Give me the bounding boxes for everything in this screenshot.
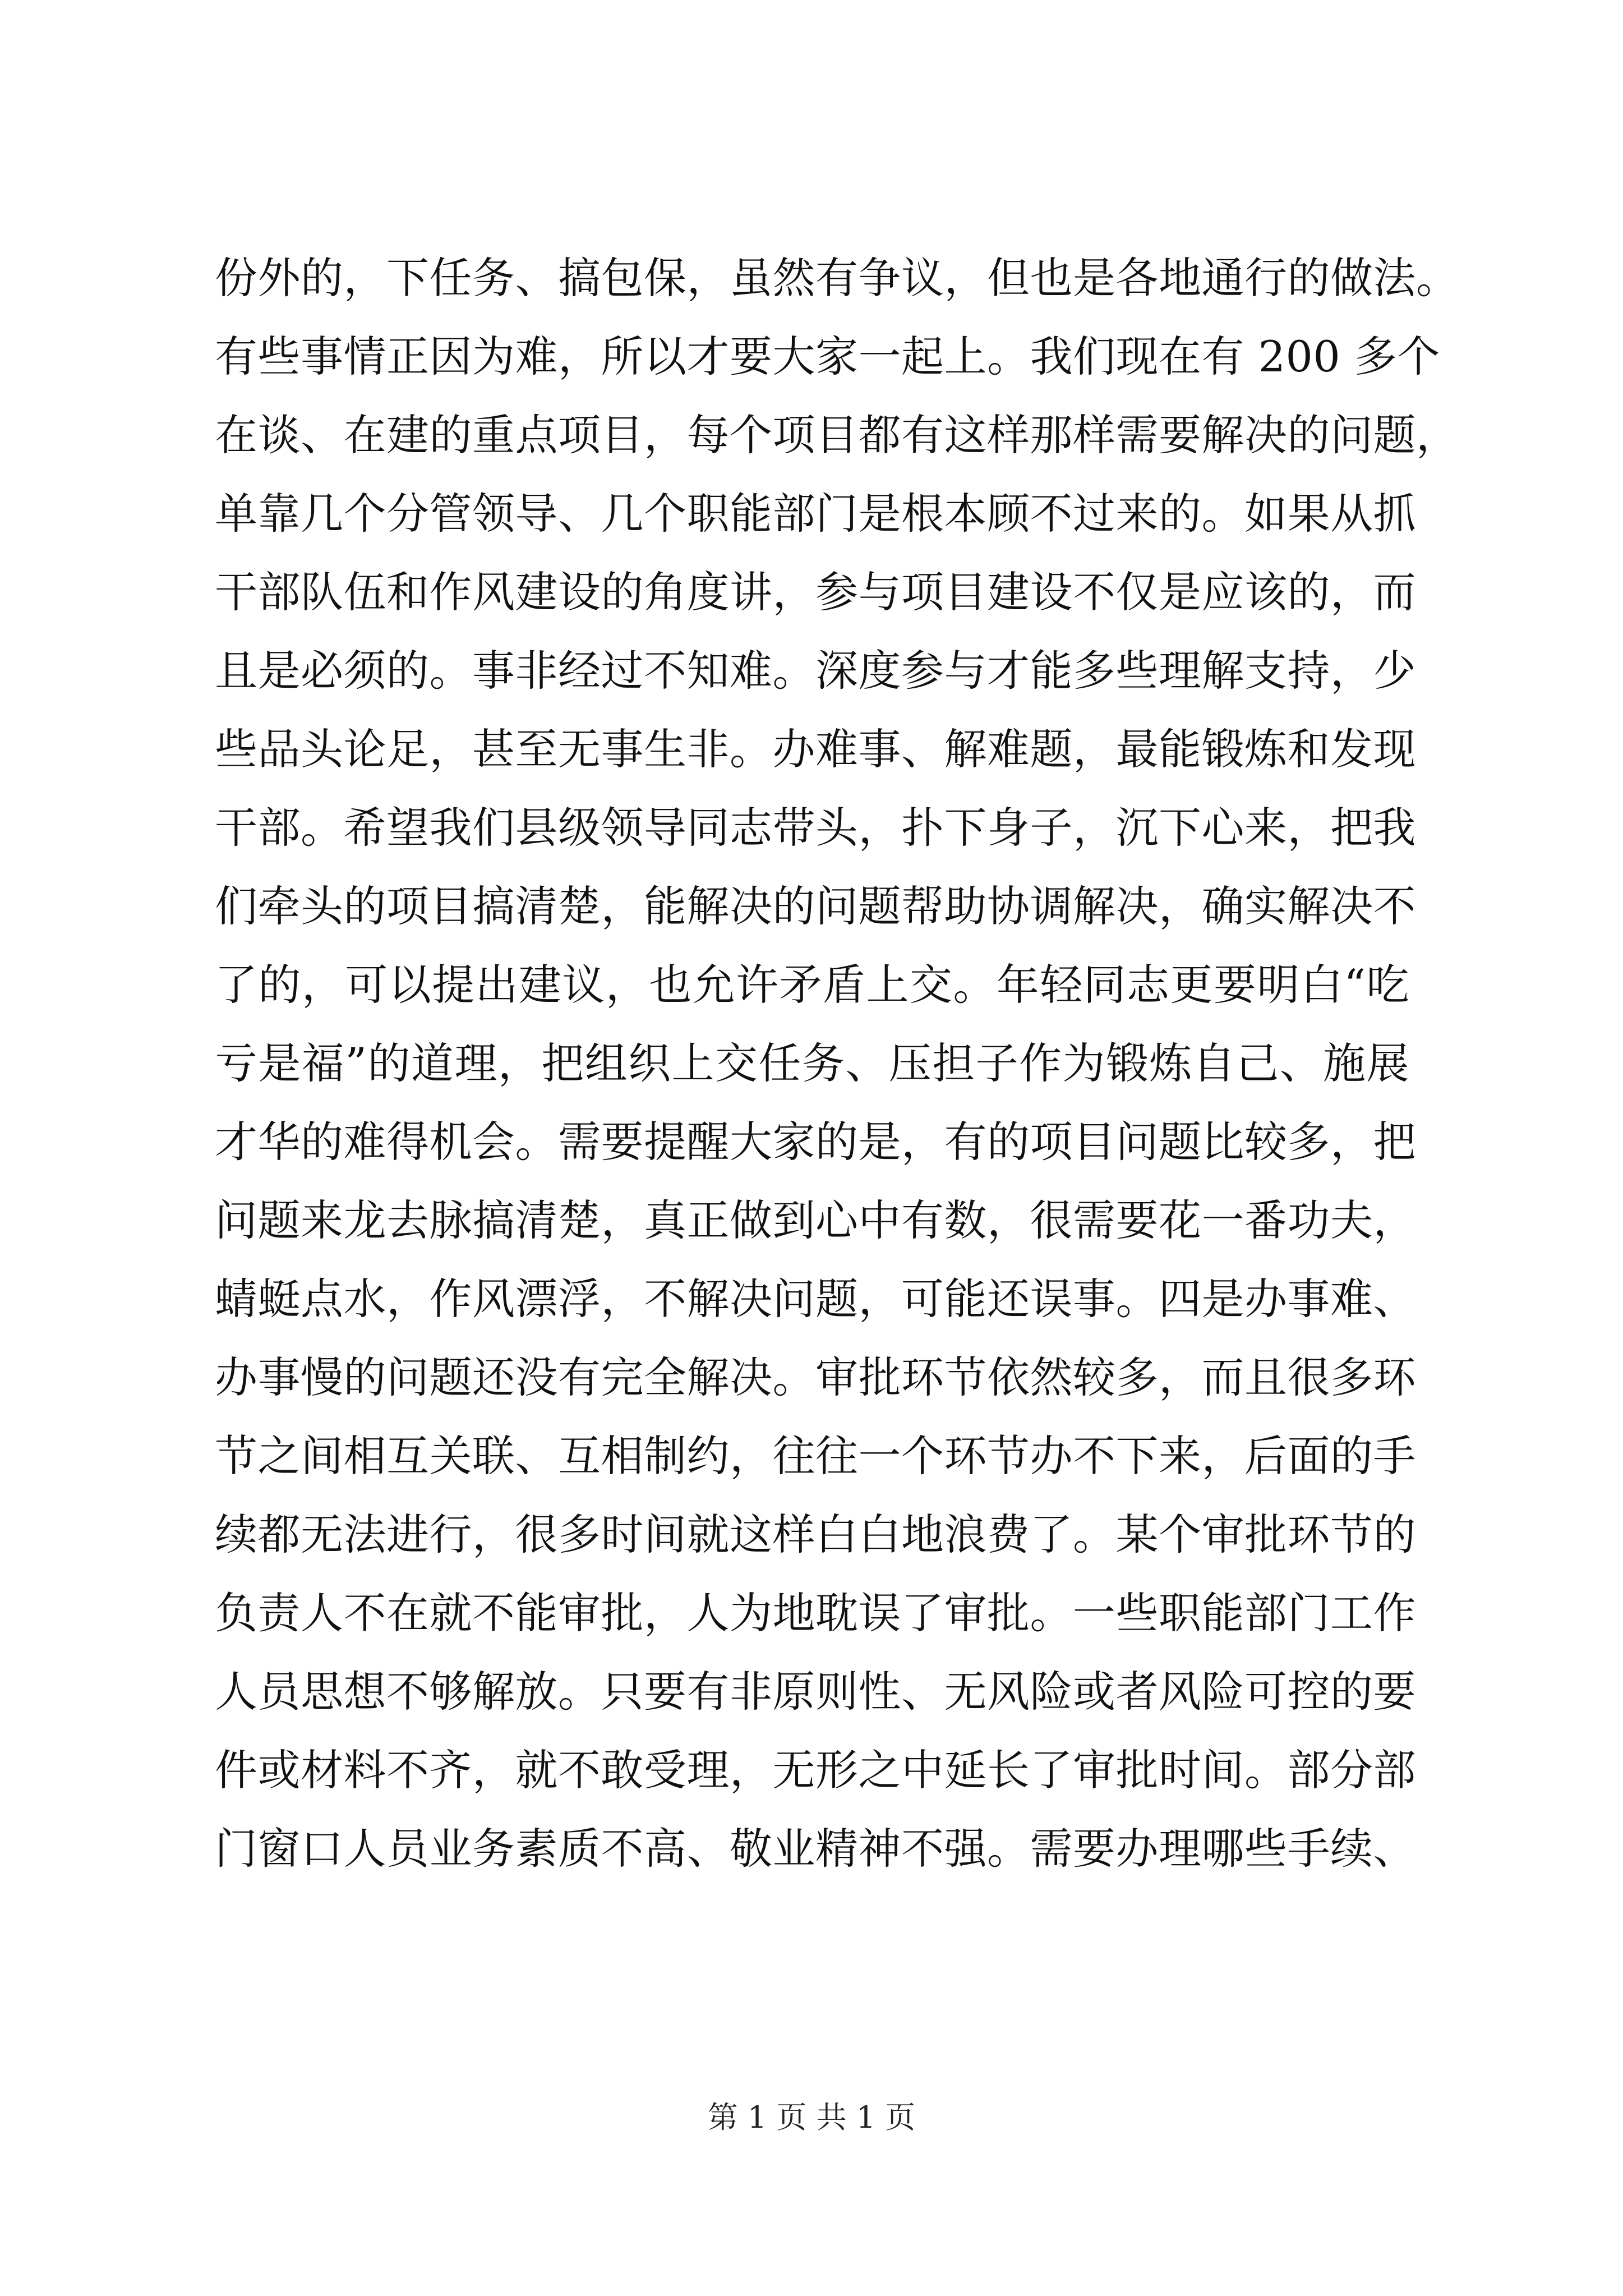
text-line: 件或材料不齐，就不敢受理，无形之中延长了审批时间。部分部 [215,1745,1416,1795]
text-line: 单靠几个分管领导、几个职能部门是根本顾不过来的。如果从抓 [215,489,1416,539]
text-line: 办事慢的问题还没有完全解决。审批环节依然较多，而且很多环 [215,1352,1416,1402]
text-line: 且是必须的。事非经过不知难。深度参与才能多些理解支持，少 [215,646,1416,696]
text-line: 门窗口人员业务素质不高、敬业精神不强。需要办理哪些手续、 [215,1824,1416,1874]
text-line: 节之间相互关联、互相制约，往往一个环节办不下来，后面的手 [215,1431,1416,1481]
page-number-footer: 第 1 页 共 1 页 [707,2100,916,2135]
text-line: 了的，可以提出建议，也允许矛盾上交。年轻同志更要明白“吃 [215,960,1409,1010]
text-line: 些品头论足，甚至无事生非。办难事、解难题，最能锻炼和发现 [215,724,1416,774]
text-line: 续都无法进行，很多时间就这样白白地浪费了。某个审批环节的 [215,1510,1416,1559]
text-line: 干部队伍和作风建设的角度讲，参与项目建设不仅是应该的，而 [215,567,1416,617]
text-line: 问题来龙去脉搞清楚，真正做到心中有数，很需要花一番功夫， [215,1195,1416,1245]
text-line: 干部。希望我们县级领导同志带头，扑下身子，沉下心来，把我 [215,803,1416,853]
text-line: 份外的，下任务、搞包保，虽然有争议，但也是各地通行的做法。 [215,253,1459,303]
text-line: 亏是福”的道理，把组织上交任务、压担子作为锻炼自己、施展 [215,1038,1409,1088]
body-text [215,0,1459,2042]
text-line: 在谈、在建的重点项目，每个项目都有这样那样需要解决的问题， [215,410,1459,460]
text-line: 有些事情正因为难，所以才要大家一起上。我们现在有 200 多个 [215,332,1440,381]
text-line: 才华的难得机会。需要提醒大家的是，有的项目问题比较多，把 [215,1117,1416,1167]
text-line: 们牵头的项目搞清楚，能解决的问题帮助协调解决，确实解决不 [215,881,1416,931]
text-line: 蜻蜓点水，作风漂浮，不解决问题，可能还误事。四是办事难、 [215,1274,1416,1324]
text-line: 人员思想不够解放。只要有非原则性、无风险或者风险可控的要 [215,1667,1416,1717]
text-line: 负责人不在就不能审批，人为地耽误了审批。一些职能部门工作 [215,1588,1416,1638]
